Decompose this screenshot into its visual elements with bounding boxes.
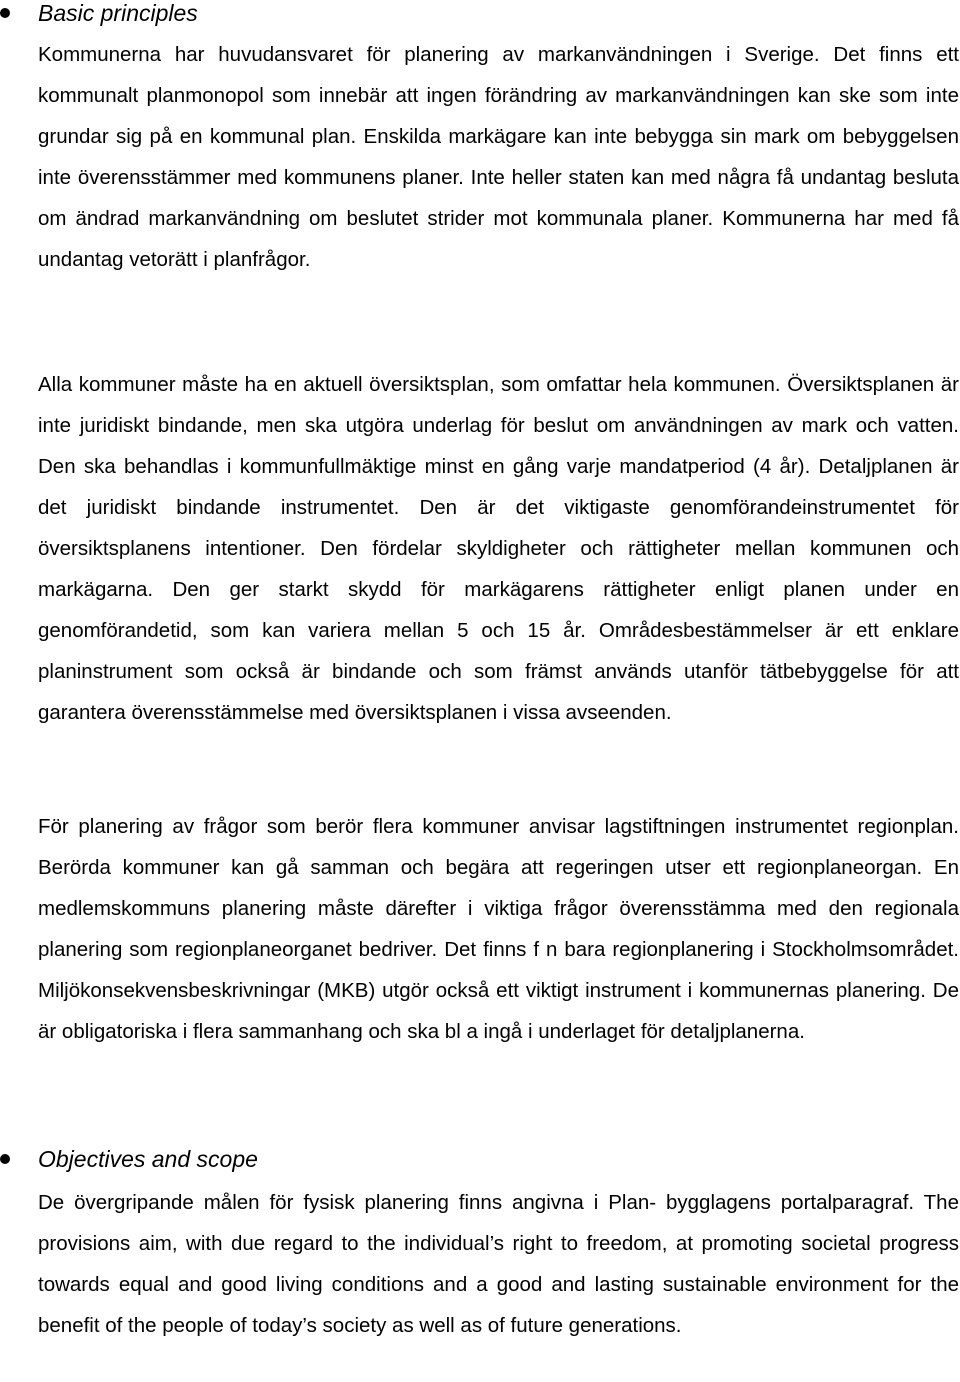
section-heading-objectives-and-scope (0, 1146, 960, 1176)
heading-text: Basic principles (38, 0, 198, 26)
paragraph: De övergripande målen för fysisk planering finns angivna i Plan- bygglagens portalparagraf. The provisions aim, with due regard to the individual’s right to freedom, at promoting societal progress towards equal and good living conditions and a good and lasting sustainable environment for the benefit of the people of today’s society as well as of future generations. (38, 1191, 959, 1337)
paragraph: Kommunerna har huvudansvaret för planering av markanvändningen i Sverige. Det finns ett kommunalt planmonopol som innebär att ingen förändring av markanvändningen kan ske som inte grundar sig på en kommunal plan. Enskilda markägare kan inte bebygga sin mark om bebyggelsen inte överensstämmer med kommunens planer. Inte heller staten kan med några få undantag besluta om ändrad markanvändning om beslutet strider mot kommunala planer. Kommunerna har med få undantag vetorätt i planfrågor. (38, 43, 959, 271)
section-heading-basic-principles (0, 0, 960, 30)
heading-text: Objectives and scope (38, 1146, 258, 1172)
bullet-icon (0, 8, 10, 18)
paragraph: För planering av frågor som berör flera kommuner anvisar lagstiftningen instrumentet regionplan. Berörda kommuner kan gå samman och begära att regeringen utser ett regionplaneorgan. En medlemskommuns planering måste därefter i viktiga frågor överensstämma med den regionala planering som regionplaneorganet bedriver. Det finns f n bara regionplanering i Stockholmsområdet. Miljökonsekvensbeskrivningar (MKB) utgör också ett viktigt instrument i kommunernas planering. De är obligatoriska i flera sammanhang och ska bl a ingå i underlaget för detaljplanerna. (38, 815, 959, 1043)
paragraph: Alla kommuner måste ha en aktuell översiktsplan, som omfattar hela kommunen. Översiktsplanen är inte juridiskt bindande, men ska utgöra underlag för beslut om användningen av mark och vatten. Den ska behandlas i kommunfullmäktige minst en gång varje mandatperiod (4 år). Detaljplanen är det juridiskt bindande instrumentet. Den är det viktigaste genomförandeinstrumentet för översiktsplanens intentioner. Den fördelar skyldigheter och rättigheter mellan kommunen och markägarna. Den ger starkt skydd för markägarens rättigheter enligt planen under en genomförandetid, som kan variera mellan 5 och 15 år. Områdesbestämmelser är ett enklare planinstrument som också är bindande och som främst används utanför tätbebyggelse för att garantera överensstämmelse med översiktsplanen i vissa avseenden. (38, 373, 959, 724)
bullet-icon (0, 1154, 10, 1164)
